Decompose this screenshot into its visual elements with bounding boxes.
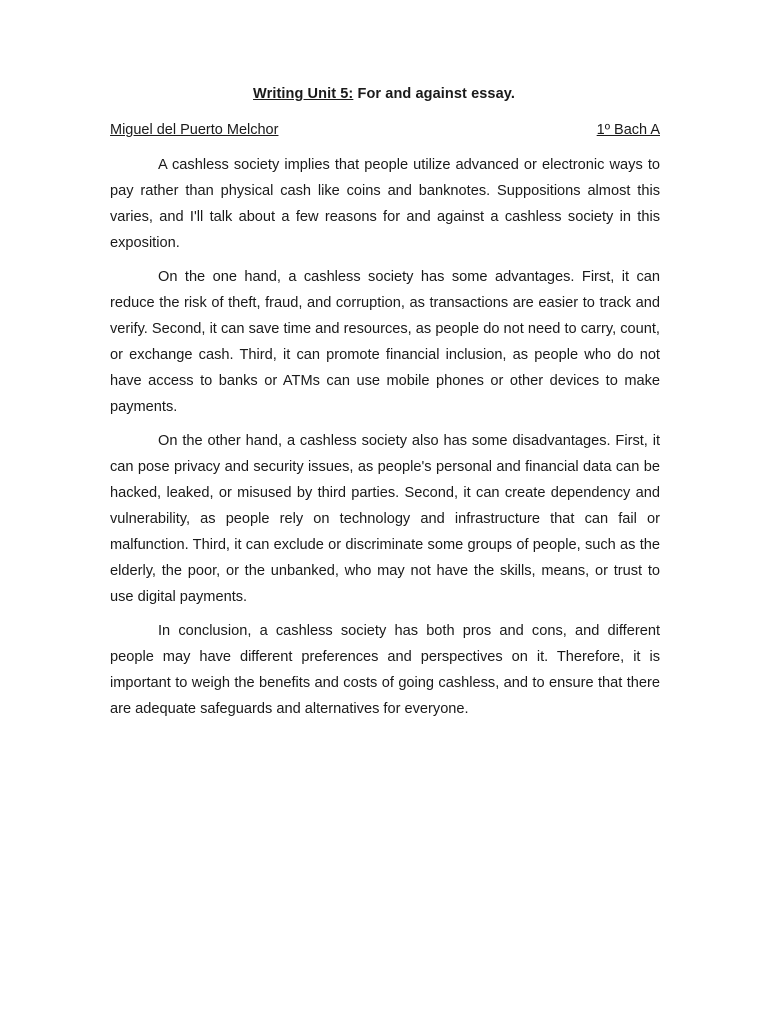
title-topic: For and against essay. [353, 86, 515, 102]
paragraph-disadvantages: On the other hand, a cashless society also has some disadvantages. First, it can pose privacy and security issues, as people's personal and financial data can be hacked, leaked, or misused by third parties. Second, it can create dependency and vulnerability, as people rely on technology and infrastructure that can fail or malfunction. Third, it can exclude or discriminate some groups of people, such as the elderly, the poor, or the unbanked, who may not have the skills, means, or trust to use digital payments. [110, 433, 660, 605]
class-label: 1º Bach A [596, 122, 660, 138]
title-unit-label: Writing Unit 5: [253, 86, 354, 102]
page-title [0, 86, 768, 102]
paragraph-conclusion: In conclusion, a cashless society has both pros and cons, and different people may have different preferences and perspectives on it. Therefore, it is important to weigh the benefits and costs of going cashless, and to ensure that there are adequate safeguards and alternatives for everyone. [110, 623, 660, 717]
author-name: Miguel del Puerto Melchor [110, 122, 279, 138]
byline [110, 122, 660, 138]
paragraph-advantages: On the one hand, a cashless society has some advantages. First, it can reduce the risk of theft, fraud, and corruption, as transactions are easier to track and verify. Second, it can save time and resources, as people do not need to carry, count, or exchange cash. Third, it can promote financial inclusion, as people who do not have access to banks or ATMs can use mobile phones or other devices to make payments. [110, 269, 660, 415]
paragraph-introduction: A cashless society implies that people utilize advanced or electronic ways to pay rather than physical cash like coins and banknotes. Suppositions almost this varies, and I'll talk about a few reasons for and against a cashless society in this exposition. [110, 157, 660, 251]
essay-body [110, 152, 660, 730]
